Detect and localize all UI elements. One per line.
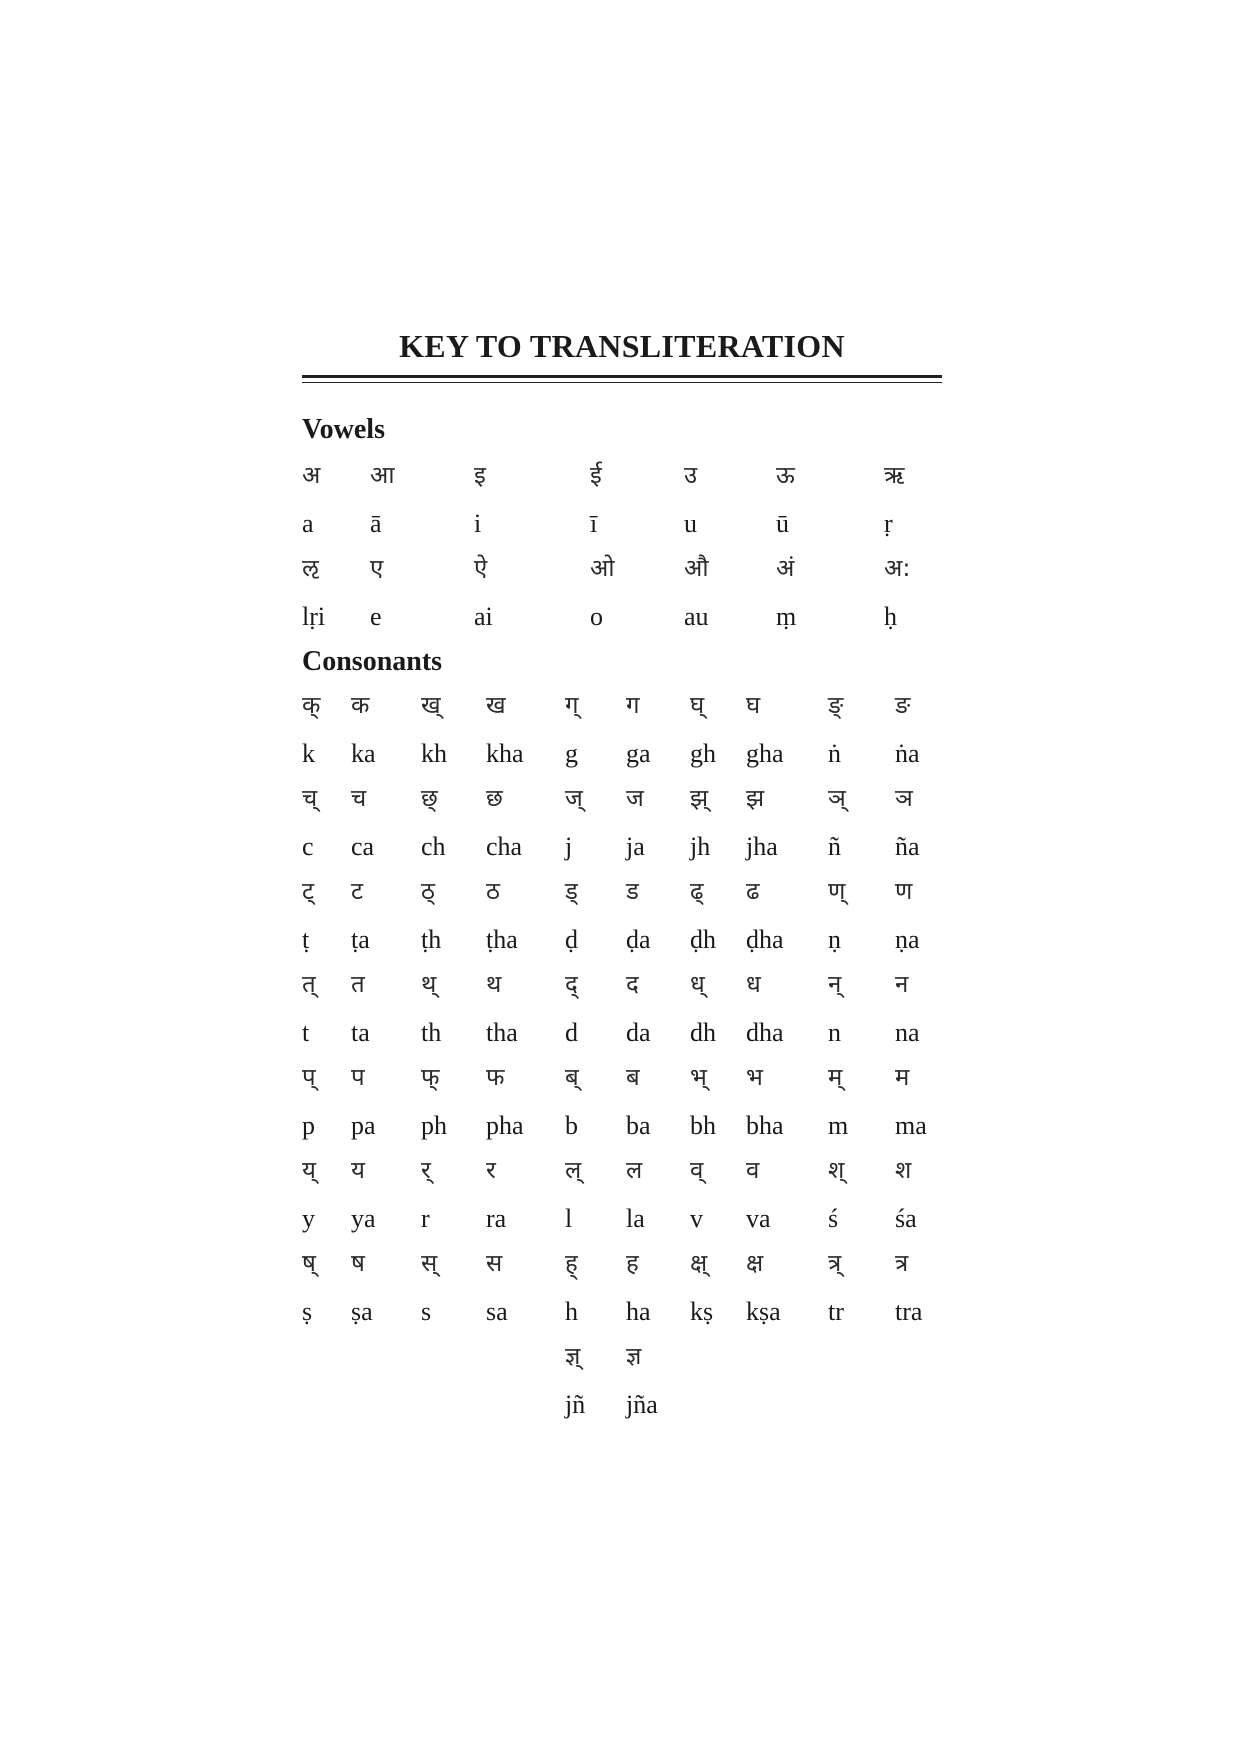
consonants-roman-cell: la xyxy=(626,1203,645,1233)
consonants-devanagari-cell: य् xyxy=(302,1156,316,1184)
vowels-roman-cell: au xyxy=(684,602,709,631)
vowels-devanagari-cell: उ xyxy=(684,461,698,489)
consonants-devanagari-cell: क xyxy=(351,691,370,719)
vowels-roman-cell: ā xyxy=(370,509,382,538)
consonants-roman-cell: bha xyxy=(746,1110,784,1140)
consonants-devanagari-cell: क् xyxy=(302,691,321,719)
consonants-devanagari-cell: प xyxy=(351,1063,365,1091)
consonants-devanagari-cell: भ xyxy=(746,1063,763,1091)
consonants-roman-cell: j xyxy=(565,831,573,861)
consonants-devanagari-cell: ञ xyxy=(895,784,913,812)
consonants-devanagari-cell: ग xyxy=(626,691,640,719)
consonants-devanagari-cell: ढ xyxy=(746,877,760,905)
consonants-devanagari-cell: ध् xyxy=(690,970,705,998)
consonants-devanagari-cell: न xyxy=(895,970,909,998)
consonants-roman-cell: ba xyxy=(626,1110,651,1140)
consonants-roman-cell: ṭh xyxy=(421,924,442,954)
consonants-devanagari-cell: ज्ञ् xyxy=(565,1342,581,1370)
vowels-roman-cell: ṛ xyxy=(884,509,893,538)
consonants-devanagari-cell: ल xyxy=(626,1156,643,1184)
consonants-roman-cell: ga xyxy=(626,738,651,768)
consonants-roman-cell: ra xyxy=(486,1203,507,1233)
consonants-devanagari-cell: श् xyxy=(828,1156,845,1184)
consonants-roman-cell: ṭha xyxy=(486,924,518,954)
consonants-devanagari-cell: फ् xyxy=(421,1063,440,1091)
consonants-roman-cell: l xyxy=(565,1203,573,1233)
consonants-devanagari-cell: म xyxy=(895,1063,910,1091)
consonants-devanagari-cell: ज् xyxy=(565,784,583,812)
consonants-roman-cell: ca xyxy=(351,831,375,861)
consonants-roman-cell: gha xyxy=(746,738,784,768)
vowels-roman-cell: e xyxy=(370,602,382,631)
title-rule-thick xyxy=(302,375,942,378)
consonants-devanagari-cell: व् xyxy=(690,1156,704,1184)
consonants-devanagari-cell: त्र xyxy=(895,1249,909,1277)
consonants-roman-cell: sa xyxy=(486,1296,508,1326)
consonants-roman-cell: ḍ xyxy=(565,924,578,954)
consonants-roman-cell: p xyxy=(302,1110,315,1140)
consonants-roman-cell: s xyxy=(421,1296,432,1326)
vowels-roman-cell: ū xyxy=(776,509,789,538)
consonants-devanagari-cell: ल् xyxy=(565,1156,582,1184)
consonants-devanagari-cell: च xyxy=(351,784,367,812)
consonants-roman-cell: ya xyxy=(351,1203,376,1233)
consonants-roman-cell: dha xyxy=(746,1017,784,1047)
consonants-roman-cell: bh xyxy=(690,1110,716,1140)
consonants-devanagari-cell: छ् xyxy=(421,784,438,812)
consonants-devanagari-cell: ठ् xyxy=(421,877,435,905)
consonants-devanagari-cell: द xyxy=(626,970,639,998)
consonants-devanagari-cell: ण् xyxy=(828,877,846,905)
consonants-roman-cell: gh xyxy=(690,738,716,768)
vowels-devanagari-cell: ऐ xyxy=(474,554,488,582)
vowels-devanagari-cell: ए xyxy=(370,554,384,582)
consonants-roman-cell: ḍha xyxy=(746,924,784,954)
consonants-devanagari-cell: ट् xyxy=(302,877,315,905)
consonants-devanagari-cell: ट xyxy=(351,877,364,905)
consonants-roman-cell: n xyxy=(828,1017,841,1047)
consonants-roman-cell: th xyxy=(421,1017,442,1047)
consonants-devanagari-cell: द् xyxy=(565,970,578,998)
consonants-roman-cell: cha xyxy=(486,831,523,861)
consonants-roman-cell: na xyxy=(895,1017,920,1047)
consonants-roman-cell: ña xyxy=(895,831,920,861)
consonants-roman-cell: pha xyxy=(486,1110,524,1140)
consonants-roman-cell: jh xyxy=(690,831,711,861)
consonants-devanagari-cell: घ् xyxy=(690,691,705,719)
consonants-roman-cell: jña xyxy=(626,1389,658,1419)
consonants-devanagari-cell: झ xyxy=(746,784,765,812)
consonants-roman-cell: ṇa xyxy=(895,924,920,954)
vowels-roman-cell: a xyxy=(302,509,314,538)
consonants-roman-cell: ñ xyxy=(828,831,841,861)
vowels-devanagari-cell: औ xyxy=(684,554,709,582)
consonants-roman-cell: dh xyxy=(690,1017,716,1047)
consonants-devanagari-cell: ध xyxy=(746,970,761,998)
consonants-devanagari-cell: य xyxy=(351,1156,365,1184)
consonants-roman-cell: tr xyxy=(828,1296,844,1326)
consonants-devanagari-cell: ह xyxy=(626,1249,639,1277)
consonants-roman-cell: b xyxy=(565,1110,578,1140)
consonants-devanagari-cell: ण xyxy=(895,877,913,905)
vowels-roman-cell: o xyxy=(590,602,603,631)
consonants-devanagari-cell: त xyxy=(351,970,365,998)
consonants-roman-cell: k xyxy=(302,738,315,768)
consonants-roman-cell: pa xyxy=(351,1110,376,1140)
consonants-roman-cell: tra xyxy=(895,1296,923,1326)
vowels-devanagari-cell: ऌ xyxy=(302,554,319,582)
consonants-roman-cell: jñ xyxy=(565,1389,586,1419)
consonants-roman-cell: ta xyxy=(351,1017,370,1047)
consonants-devanagari-cell: ज xyxy=(626,784,644,812)
consonants-devanagari-cell: स xyxy=(486,1249,503,1277)
consonants-roman-cell: kha xyxy=(486,738,524,768)
consonants-heading: Consonants xyxy=(302,646,443,677)
consonants-roman-cell: śa xyxy=(895,1203,917,1233)
vowels-devanagari-cell: अं xyxy=(776,554,795,582)
consonants-devanagari-cell: ग् xyxy=(565,691,579,719)
consonants-devanagari-cell: र xyxy=(486,1156,496,1184)
vowels-roman-cell: ḥ xyxy=(884,602,897,631)
consonants-devanagari-cell: ञ् xyxy=(828,784,846,812)
consonants-roman-cell: kṣa xyxy=(746,1296,781,1326)
vowels-devanagari-cell: इ xyxy=(474,461,486,489)
consonants-devanagari-cell: ख् xyxy=(421,691,441,719)
vowels-devanagari-cell: ऊ xyxy=(776,461,795,489)
vowels-devanagari-cell: आ xyxy=(370,461,395,489)
consonants-roman-cell: ś xyxy=(828,1203,839,1233)
vowels-roman-cell: ī xyxy=(590,509,598,538)
consonants-devanagari-cell: घ xyxy=(746,691,761,719)
consonants-devanagari-cell: क्ष xyxy=(746,1249,764,1277)
consonants-roman-cell: da xyxy=(626,1017,651,1047)
consonants-roman-cell: ṭ xyxy=(302,924,310,954)
vowels-roman-cell: i xyxy=(474,509,482,538)
consonants-devanagari-cell: त् xyxy=(302,970,316,998)
vowels-devanagari-cell: ओ xyxy=(590,554,615,582)
consonants-devanagari-cell: ङ् xyxy=(828,691,844,719)
page-title: KEY TO TRANSLITERATION xyxy=(399,328,845,364)
consonants-devanagari-cell: छ xyxy=(486,784,503,812)
consonants-roman-cell: ma xyxy=(895,1110,927,1140)
consonants-devanagari-cell: ब् xyxy=(565,1063,579,1091)
consonants-roman-cell: ha xyxy=(626,1296,651,1326)
consonants-roman-cell: va xyxy=(746,1203,771,1233)
consonants-roman-cell: ṭa xyxy=(351,924,370,954)
consonants-roman-cell: ṅ xyxy=(828,738,841,768)
consonants-devanagari-cell: च् xyxy=(302,784,318,812)
consonants-roman-cell: g xyxy=(565,738,578,768)
consonants-devanagari-cell: ख xyxy=(486,691,506,719)
consonants-devanagari-cell: फ xyxy=(486,1063,505,1091)
consonants-devanagari-cell: न् xyxy=(828,970,842,998)
consonants-devanagari-cell: ह् xyxy=(565,1249,578,1277)
consonants-roman-cell: y xyxy=(302,1203,315,1233)
vowels-devanagari-cell: ई xyxy=(590,461,602,489)
consonants-roman-cell: c xyxy=(302,831,314,861)
title-rule-thin xyxy=(302,382,942,383)
vowels-devanagari-cell: अ xyxy=(302,461,321,489)
consonants-devanagari-cell: र् xyxy=(421,1156,431,1184)
consonants-devanagari-cell: म् xyxy=(828,1063,843,1091)
consonants-roman-cell: ka xyxy=(351,738,376,768)
consonants-roman-cell: ṣ xyxy=(302,1296,313,1326)
consonants-devanagari-cell: व xyxy=(746,1156,760,1184)
consonants-devanagari-cell: ज्ञ xyxy=(626,1342,642,1370)
consonants-devanagari-cell: झ् xyxy=(690,784,709,812)
consonants-devanagari-cell: ड् xyxy=(565,877,578,905)
consonants-devanagari-cell: प् xyxy=(302,1063,316,1091)
consonants-roman-cell: ch xyxy=(421,831,446,861)
consonants-roman-cell: ja xyxy=(626,831,645,861)
vowels-roman-cell: ai xyxy=(474,602,493,631)
consonants-devanagari-cell: भ् xyxy=(690,1063,707,1091)
consonants-roman-cell: ḍh xyxy=(690,924,716,954)
consonants-roman-cell: ṅa xyxy=(895,738,920,768)
consonants-devanagari-cell: ब xyxy=(626,1063,640,1091)
consonants-devanagari-cell: ठ xyxy=(486,877,500,905)
vowels-roman-cell: u xyxy=(684,509,697,538)
vowels-devanagari-cell: ऋ xyxy=(884,461,905,489)
consonants-devanagari-cell: स् xyxy=(421,1249,438,1277)
consonants-devanagari-cell: ढ् xyxy=(690,877,704,905)
consonants-roman-cell: m xyxy=(828,1110,849,1140)
consonants-roman-cell: tha xyxy=(486,1017,518,1047)
consonants-devanagari-cell: श xyxy=(895,1156,912,1184)
consonants-roman-cell: kh xyxy=(421,738,447,768)
consonants-roman-cell: v xyxy=(690,1203,703,1233)
consonants-devanagari-cell: ष् xyxy=(302,1249,316,1277)
consonants-devanagari-cell: ङ xyxy=(895,691,911,719)
consonants-roman-cell: d xyxy=(565,1017,578,1047)
consonants-roman-cell: r xyxy=(421,1203,430,1233)
consonants-devanagari-cell: ड xyxy=(626,877,639,905)
consonants-roman-cell: ṣa xyxy=(351,1296,373,1326)
vowels-roman-cell: ṃ xyxy=(776,602,797,631)
vowels-roman-cell: lṛi xyxy=(302,602,326,631)
consonants-roman-cell: ph xyxy=(421,1110,447,1140)
consonants-roman-cell: kṣ xyxy=(690,1296,714,1326)
consonants-roman-cell: t xyxy=(302,1017,310,1047)
vowels-devanagari-cell: अ: xyxy=(884,554,911,582)
vowels-heading: Vowels xyxy=(302,414,385,445)
consonants-devanagari-cell: थ xyxy=(486,970,502,998)
consonants-roman-cell: jha xyxy=(746,831,778,861)
consonants-devanagari-cell: क्ष् xyxy=(690,1249,708,1277)
consonants-devanagari-cell: थ् xyxy=(421,970,437,998)
consonants-devanagari-cell: त्र् xyxy=(828,1249,842,1277)
consonants-devanagari-cell: ष xyxy=(351,1249,365,1277)
consonants-roman-cell: ṇ xyxy=(828,924,841,954)
consonants-roman-cell: h xyxy=(565,1296,578,1326)
consonants-roman-cell: ḍa xyxy=(626,924,651,954)
